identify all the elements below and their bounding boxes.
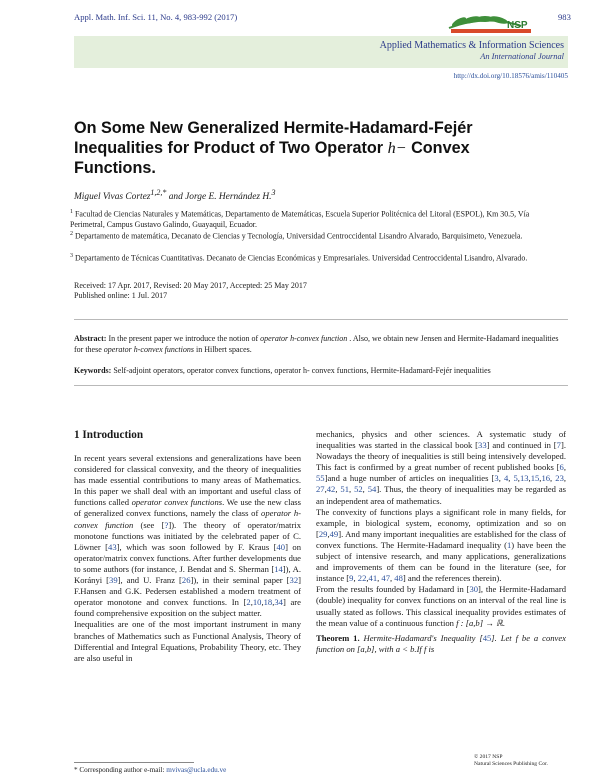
text: . We use the new class of generalized convex functions, namely the class of: [74, 497, 301, 519]
abstract-text-3: in Hilbert spaces.: [193, 344, 252, 354]
text: ]). The theory of operator/matrix monotone functions was initiated by the celebrated paper of C. Löwner [: [74, 519, 301, 552]
text: ] on operator/matrix convex functions. After further developments due to some authors (for instance, J. Bendat and S. Sherman [: [74, 541, 301, 574]
affiliation-3-number: 3: [70, 253, 73, 259]
citation-link[interactable]: 15: [530, 473, 540, 484]
abstract-rule-bottom: [74, 385, 568, 386]
footnote-label: * Corresponding author e-mail:: [74, 766, 167, 774]
logo-text: NSP: [507, 20, 528, 31]
abstract-text-2: . Also, we obtain new Jensen and Hermite-Hadamard inequalities for these: [74, 334, 559, 354]
title-part-2: Convex Functions.: [74, 139, 470, 177]
intro-paragraph-2: Inequalities are one of the most important instrument in many branches of Mathematics such as Functional Analysis, Theory of Differential and Integral Equations, Probability Theory, etc. They are also useful in: [74, 619, 301, 663]
citation-link[interactable]: 30: [469, 584, 479, 595]
theorem-1: [316, 633, 566, 655]
citation-link[interactable]: 54: [367, 484, 377, 495]
text: ,: [390, 573, 395, 584]
keywords-text: Self-adjoint operators, operator convex functions, operator h- convex functions, Hermite-Hadamard-Fejér inequalities: [111, 366, 491, 375]
keywords: [74, 366, 566, 377]
author-1-sup: 1,2,*: [150, 188, 167, 197]
keywords-label: Keywords:: [74, 366, 112, 375]
citation-link[interactable]: 33: [478, 440, 487, 451]
text: In recent years several extensions and generalizations have been considered for classical convexity, and the theory of inequalities has made essential contributions to many areas of Mathematics. In this paper we shall deal with an important and useful class of functions called: [74, 453, 301, 508]
affiliation-3-text: Departamento de Técnicas Cuantitativas. Decanato de Ciencias Económicas y Empresariales. Universidad Centroccidental Lisandro, Alvarado.: [74, 253, 528, 263]
text: ,: [362, 484, 368, 495]
author-2: Jorge E. Hernández H.: [185, 192, 272, 203]
citation-link[interactable]: 18: [263, 597, 273, 608]
received-date: Received: 17 Apr. 2017, Revised: 20 May 2017, Accepted: 25 May 2017: [74, 281, 307, 290]
citation-link[interactable]: 27: [316, 484, 325, 495]
copyright-line-2: Natural Sciences Publishing Cor.: [474, 761, 548, 767]
text: ], and U. Franz [: [117, 575, 182, 586]
footnote-rule: [74, 762, 194, 763]
text: ] F.Hansen and G.K. Pedersen established a modern treatment of operator monotone and convex functions. In [: [74, 575, 302, 608]
copyright-line-1: © 2017 NSP: [474, 754, 503, 760]
text: ) have been the subject of intensive research, and many applications, generalizations and improvements of them can be found in the literature (see, for instance [: [316, 539, 566, 584]
text: ]), A. Korányi [: [74, 563, 301, 586]
citation-link[interactable]: 4: [503, 473, 509, 484]
abstract-italic-2: operator h-convex functions: [103, 344, 194, 354]
text: ,: [528, 473, 531, 484]
citation-link[interactable]: 13: [519, 473, 529, 484]
equation-link[interactable]: 1: [507, 539, 512, 550]
text: ] are found comprehensive exposition on the subject matter.: [74, 597, 301, 619]
citation-link[interactable]: 43: [108, 541, 117, 552]
text: ,: [517, 473, 520, 484]
citation-link[interactable]: 7: [556, 440, 561, 451]
section-heading: 1 Introduction: [74, 429, 144, 441]
citation-link[interactable]: 41: [368, 573, 378, 584]
citation-link[interactable]: 40: [276, 541, 286, 552]
text: ,: [272, 597, 275, 608]
abstract-rule-top: [74, 319, 568, 320]
journal-subtitle: An International Journal: [480, 52, 564, 61]
citation-link[interactable]: 16: [541, 473, 551, 484]
text: ,: [563, 462, 566, 473]
citation-link[interactable]: 48: [394, 573, 403, 584]
affiliation-1-number: 1: [70, 209, 73, 215]
running-head: Appl. Math. Inf. Sci. 11, No. 4, 983-992 (2017): [74, 12, 238, 22]
citation-link[interactable]: 45: [482, 632, 492, 643]
text: From the results founded by Hadamard in [: [316, 584, 470, 595]
citation-link[interactable]: 5: [513, 473, 518, 484]
citation-link[interactable]: 22: [357, 573, 367, 584]
paper-title: [74, 118, 544, 178]
citation-link[interactable]: 6: [559, 462, 564, 473]
text: ,: [327, 528, 330, 539]
journal-name: Applied Mathematics & Information Sciences: [379, 40, 564, 51]
text: ], which was soon followed by F. Kraus [: [116, 541, 277, 552]
text: ,: [508, 473, 514, 484]
math-expression: f : [a,b] → ℝ: [456, 617, 503, 628]
citation-link[interactable]: 26: [181, 575, 191, 586]
text: ,: [261, 597, 264, 608]
italic-text: operator h-convex function: [74, 508, 301, 530]
text: ]. Nowadays the theory of inequalities is still being intensively developed. This fact is confirmed by a great number of recent published books [: [316, 440, 566, 473]
footnote-email[interactable]: mvivas@ucla.edu.ve: [166, 766, 227, 774]
citation-link[interactable]: 10: [252, 597, 262, 608]
citation-link[interactable]: 29: [318, 528, 328, 539]
italic-text: operator convex functions: [131, 497, 223, 508]
text: The convexity of functions plays a significant role in many fields, for example, in biological system, economy, optimization and so on [: [316, 506, 566, 539]
citation-link[interactable]: 34: [274, 597, 283, 608]
affiliation-2-number: 2: [70, 231, 73, 237]
citation-link[interactable]: 47: [381, 573, 390, 584]
citation-link[interactable]: 55: [316, 473, 325, 484]
text: (see [: [133, 519, 165, 530]
text: ,: [250, 597, 253, 608]
abstract-text-1: In the present paper we introduce the notion of: [106, 334, 261, 343]
affiliation-2-text: Departamento de matemática, Decanato de Ciencias y Tecnología, Universidad Centroccidental Lisandro Alvarado, Barquisimeto, Venezuela.: [74, 231, 523, 241]
published-date: Published online: 1 Jul. 2017: [74, 291, 168, 301]
text: ]. And many important inequalities are established for the class of convex functions. The Hermite-Hadamard inequality (: [316, 528, 566, 550]
citation-link[interactable]: 42: [326, 484, 336, 495]
text: ] and continued in [: [486, 440, 557, 451]
title-part-1: On Some New Generalized Hermite-Hadamard-Fejér Inequalities for Product of Two Operator: [74, 119, 473, 157]
text: ,: [563, 473, 567, 484]
text: ,: [377, 573, 382, 584]
intro-paragraph-5: [316, 584, 566, 628]
text: ,: [349, 484, 355, 495]
citation-link[interactable]: 51: [340, 484, 349, 495]
citation-link[interactable]: 3: [494, 473, 499, 484]
text: ], the Hermite-Hadamard (double) inequality for convex functions on an interval of the real line is usually stated as follows. This classical inequality provides estimates of the mean value of a continuous function: [316, 584, 566, 628]
text: ,: [550, 473, 556, 484]
intro-paragraph-1: [74, 453, 301, 619]
author-2-sup: 3: [271, 188, 276, 197]
text: mechanics, physics and other sciences. A systematic study of inequalities was started in the classical book [: [316, 429, 566, 451]
copyright: [474, 754, 548, 768]
column-left: [74, 453, 301, 664]
title-minus: −: [395, 139, 407, 157]
citation-link[interactable]: 14: [274, 563, 283, 574]
citation-link[interactable]: 32: [289, 575, 299, 586]
text: ,: [539, 473, 542, 484]
citation-link[interactable]: 2: [246, 597, 251, 608]
text: ] and the references therein).: [402, 573, 502, 584]
column-right: [316, 429, 566, 655]
dates: [74, 281, 307, 302]
citation-link[interactable]: 23: [555, 473, 564, 484]
citation-link[interactable]: ?: [164, 519, 169, 530]
theorem-name: Hermite-Hadamard's Inequality [: [359, 632, 483, 643]
citation-link[interactable]: 49: [329, 528, 339, 539]
affiliation-1-text: Facultad de Ciencias Naturales y Matemáticas, Departamento de Matemáticas, Escuela Superior Politécnica del Litoral (ESPOL), Km 30.5, Vía Perimetral, Campus Gustavo Galindo, Guayaquil, Ecuador.: [70, 209, 530, 230]
page-number: 983: [558, 12, 571, 22]
text: ,: [324, 484, 327, 495]
authors-and: and: [166, 192, 186, 203]
citation-link[interactable]: 9: [349, 573, 354, 584]
affiliation-3: [70, 251, 556, 264]
intro-paragraph-3: [316, 429, 566, 507]
abstract: [74, 334, 566, 355]
citation-link[interactable]: 39: [109, 575, 118, 586]
authors: [74, 188, 276, 202]
affiliation-1: [70, 207, 556, 231]
affiliation-2: [70, 229, 556, 242]
text: ]. Thus, the theory of inequalities may be regarded as an independent area of mathematics.: [316, 484, 567, 506]
theorem-text: Let f be a convex function on [a,b], with a < b.If f is: [316, 632, 566, 654]
text: ]and a huge number of articles on inequalities [: [324, 473, 495, 484]
theorem-name-end: ].: [491, 632, 497, 643]
doi-link[interactable]: http://dx.doi.org/10.18576/amis/110405: [453, 72, 568, 80]
abstract-label: Abstract:: [74, 334, 107, 343]
citation-link[interactable]: 52: [354, 484, 363, 495]
text: ]), in their seminal paper [: [190, 575, 290, 586]
intro-paragraph-4: [316, 507, 566, 585]
title-h: h: [387, 139, 396, 157]
text: ,: [366, 573, 369, 584]
footnote: [74, 766, 226, 774]
text: ,: [335, 484, 341, 495]
abstract-italic-1: operator h-convex function: [260, 334, 348, 343]
author-1: Miguel Vivas Cortez: [74, 192, 151, 203]
text: .: [502, 617, 505, 628]
text: ,: [498, 473, 504, 484]
theorem-label: Theorem 1.: [316, 632, 360, 643]
text: ,: [353, 573, 358, 584]
